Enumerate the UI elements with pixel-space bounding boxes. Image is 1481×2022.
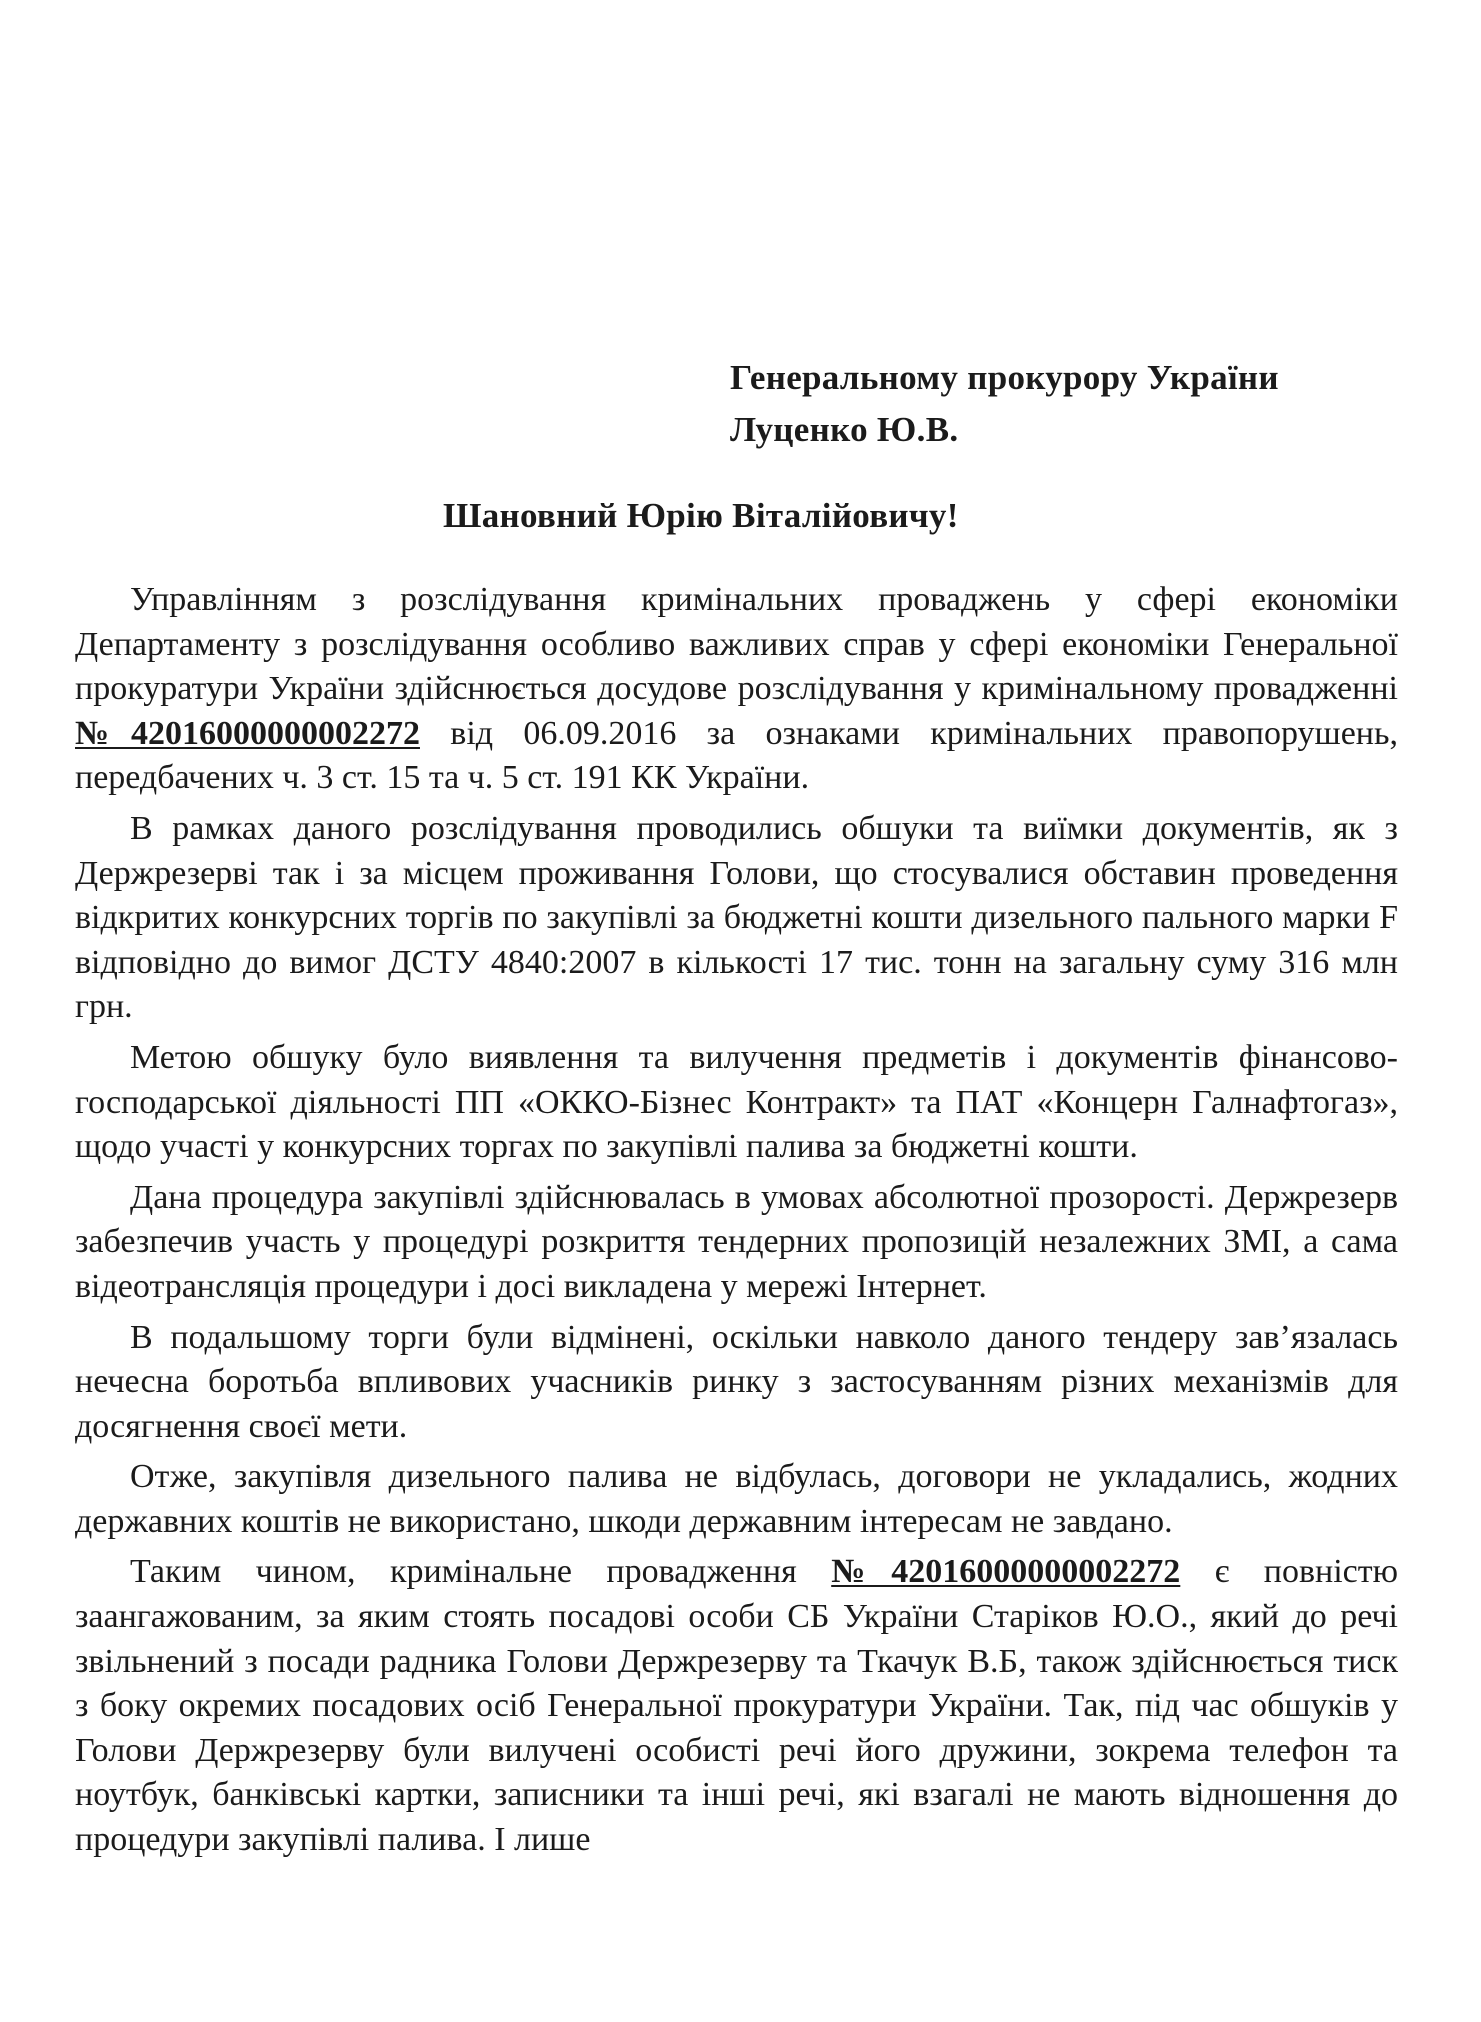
paragraph-search-purpose: Метою обшуку було виявлення та вилучення предметів і документів фінансово-господарської діяльності ПП «ОККО-Бізнес Контракт» та ПАТ «Концерн Галнафтогаз», щодо участі у конкурсних торгах по закупівлі палива за бюджетні кошти. <box>75 1038 1398 1166</box>
paragraph-text-start: Таким чином, кримінальне провадження <box>130 1553 832 1591</box>
paragraph-text-end: від 06.09.2016 за ознаками кримінальних правопорушень, передбачених ч. 3 ст. 15 та ч. 5 ст. 191 КК України. <box>75 714 1399 797</box>
addressee-block <box>730 352 1279 456</box>
paragraph-text-start: Управлінням з розслідування кримінальних проваджень у сфері економіки Департаменту з розслідування особливо важливих справ у сфері економіки Генеральної прокуратури України здійснюється досудове розслідування у кримінальному провадженні <box>75 581 1398 708</box>
case-number: №42016000000002272 <box>831 1553 1181 1591</box>
paragraph-transparency: Дана процедура закупівлі здійснювалась в умовах абсолютної прозорості. Держрезерв забезпечив участь у процедурі розкриття тендерних пропозицій незалежних ЗМІ, а сама відеотрансляція процедури і досі викладена у мережі Інтернет. <box>75 1178 1398 1305</box>
addressee-name: Луценко Ю.В. <box>730 410 959 449</box>
case-number: №42016000000002272 <box>75 714 420 752</box>
paragraph-conclusion <box>75 1550 1398 1862</box>
addressee-title: Генеральному прокурору України <box>730 358 1279 397</box>
paragraph-investigation <box>75 578 1398 801</box>
letter-body <box>75 578 1398 1869</box>
paragraph-searches: В рамках даного розслідування проводились обшуки та виїмки документів, як з Держрезерві так і за місцем проживання Голови, що стосувалися обставин проведення відкритих конкурсних торгів по закупівлі за бюджетні кошти дизельного пального марки F відповідно до вимог ДСТУ 4840:2007 в кількості 17 тис. тонн на загальну суму 316 млн грн. <box>75 809 1398 1026</box>
paragraph-no-damage: Отже, закупівля дизельного палива не відбулась, договори не укладались, жодних державних коштів не використано, шкоди державним інтересам не завдано. <box>75 1458 1398 1540</box>
salutation: Шановний Юрію Віталійовичу! <box>443 496 959 535</box>
paragraph-text-end: є повністю заангажованим, за яким стоять посадові особи СБ України Старіков Ю.О., який до речі звільнений з посади радника Голови Держрезерву та Ткачук В.Б, також здійснюється тиск з боку окремих посадових осіб Генеральної прокуратури України. Так, під час обшуків у Голови Держрезерву були вилучені особисті речі його дружини, зокрема телефон та ноутбук, банківські картки, записники та інші речі, які взагалі не мають відношення до процедури закупівлі палива. І лише <box>75 1553 1399 1859</box>
paragraph-cancelled-tender: В подальшому торги були відмінені, оскільки навколо даного тендеру зав’язалась нечесна боротьба впливових учасників ринку з застосуванням різних механізмів для досягнення своєї мети. <box>75 1318 1398 1445</box>
